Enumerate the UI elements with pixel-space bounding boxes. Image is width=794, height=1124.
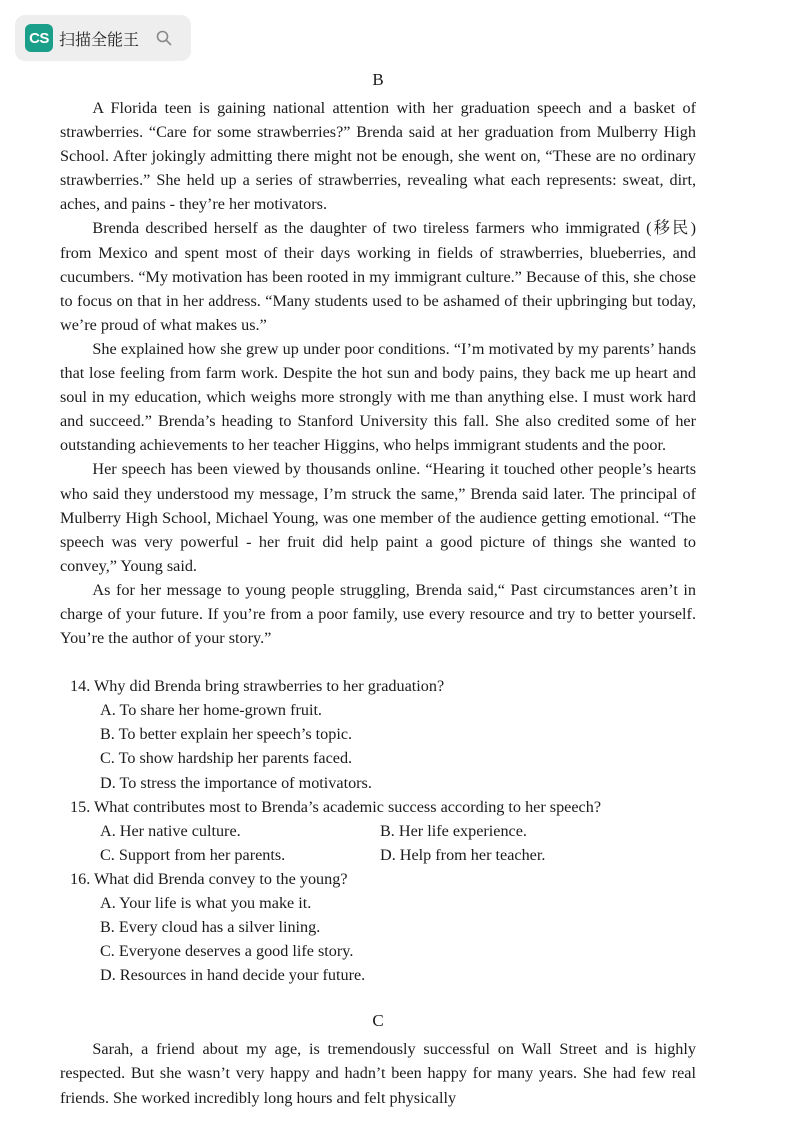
question-list: [60, 674, 696, 987]
scanner-app-badge: [15, 15, 191, 61]
question-16-option-c: C. Everyone deserves a good life story.: [100, 942, 354, 961]
cs-logo-icon: CS: [25, 24, 53, 52]
question-16-option-a: A. Your life is what you make it.: [100, 894, 312, 912]
question-15-option-a: A. Her native culture.: [100, 821, 241, 840]
question-14-option-c: C. To show hardship her parents faced.: [100, 749, 353, 768]
question-14-option-a: A. To share her home-grown fruit.: [100, 701, 322, 720]
question-15-option-b: B. Her life experience.: [380, 821, 527, 840]
search-icon[interactable]: [155, 29, 173, 47]
question-14-option-d: D. To stress the importance of motivators.: [100, 773, 372, 792]
section-b-label: B: [372, 70, 384, 89]
question-15-options-row-2: [60, 843, 696, 867]
passage-b-paragraph-1: A Florida teen is gaining national attention with her graduation speech and a basket of strawberries. “Care for some strawberries?” Brenda said at her graduation from Mulberry High School. After jokingly admitting there might not be enough, she went on, “These are no ordinary strawberries.” She held up a series of strawberries, revealing what each represents: sweat, dirt, aches, and pains - they’re her motivators.: [60, 99, 696, 214]
section-c: [60, 1009, 696, 1109]
question-15-options-row-1: [60, 819, 696, 843]
section-c-label: C: [372, 1011, 384, 1031]
passage-b-paragraph-4: Her speech has been viewed by thousands online. “Hearing it touched other people’s hearts who said they understood my message, I’m struck the same,” Brenda said later. The principal of Mulberry High School, Michael Young, was one member of the audience getting emotional. “The speech was very powerful - her fruit did help paint a good picture of things she wanted to convey,” Young said.: [60, 460, 696, 575]
question-16: 16. What did Brenda convey to the young?: [70, 869, 348, 888]
question-16-option-d: D. Resources in hand decide your future.: [100, 966, 366, 985]
passage-b-paragraph-2: Brenda described herself as the daughter of two tireless farmers who immigrated (移民) from Mexico and spent most of their days working in fields of strawberries, blueberries, and cucumbers. “My motivation has been rooted in my immigrant culture.” Because of this, she chose to focus on that in her address. “Many students used to be ashamed of their upbringing but today, we’re proud of what makes us.”: [60, 219, 696, 334]
passage-c-paragraph-1: Sarah, a friend about my age, is tremendously successful on Wall Street and is highly respected. But she wasn’t very happy and hadn’t been happy for many years. She had few real friends. She worked incredibly long hours and felt physically: [60, 1040, 696, 1107]
question-15-option-c: C. Support from her parents.: [100, 845, 286, 864]
passage-b-paragraph-5: As for her message to young people struggling, Brenda said,“ Past circumstances aren’t in charge of your future. If you’re from a poor family, use every resource and try to better yourself. You’re the author of your story.”: [60, 580, 696, 648]
question-16-option-b: B. Every cloud has a silver lining.: [100, 918, 321, 937]
question-15: 15. What contributes most to Brenda’s academic success according to her speech?: [70, 797, 602, 816]
question-14-option-b: B. To better explain her speech’s topic.: [100, 725, 353, 744]
passage-b-paragraph-3: She explained how she grew up under poor conditions. “I’m motivated by my parents’ hands that lose feeling from farm work. Despite the hot sun and body pains, they back me up heart and soul in my education, which weighs more strongly with me than anything else. I must work hard and succeed.” Brenda’s heading to Stanford University this fall. She also credited some of her outstanding achievements to her teacher Higgins, who helps immigrant students and the poor.: [60, 339, 696, 455]
app-name: 扫描全能王: [59, 29, 140, 49]
question-14: 14. Why did Brenda bring strawberries to her graduation?: [70, 677, 445, 696]
question-15-option-d: D. Help from her teacher.: [380, 845, 546, 864]
document-page: [60, 68, 696, 1110]
